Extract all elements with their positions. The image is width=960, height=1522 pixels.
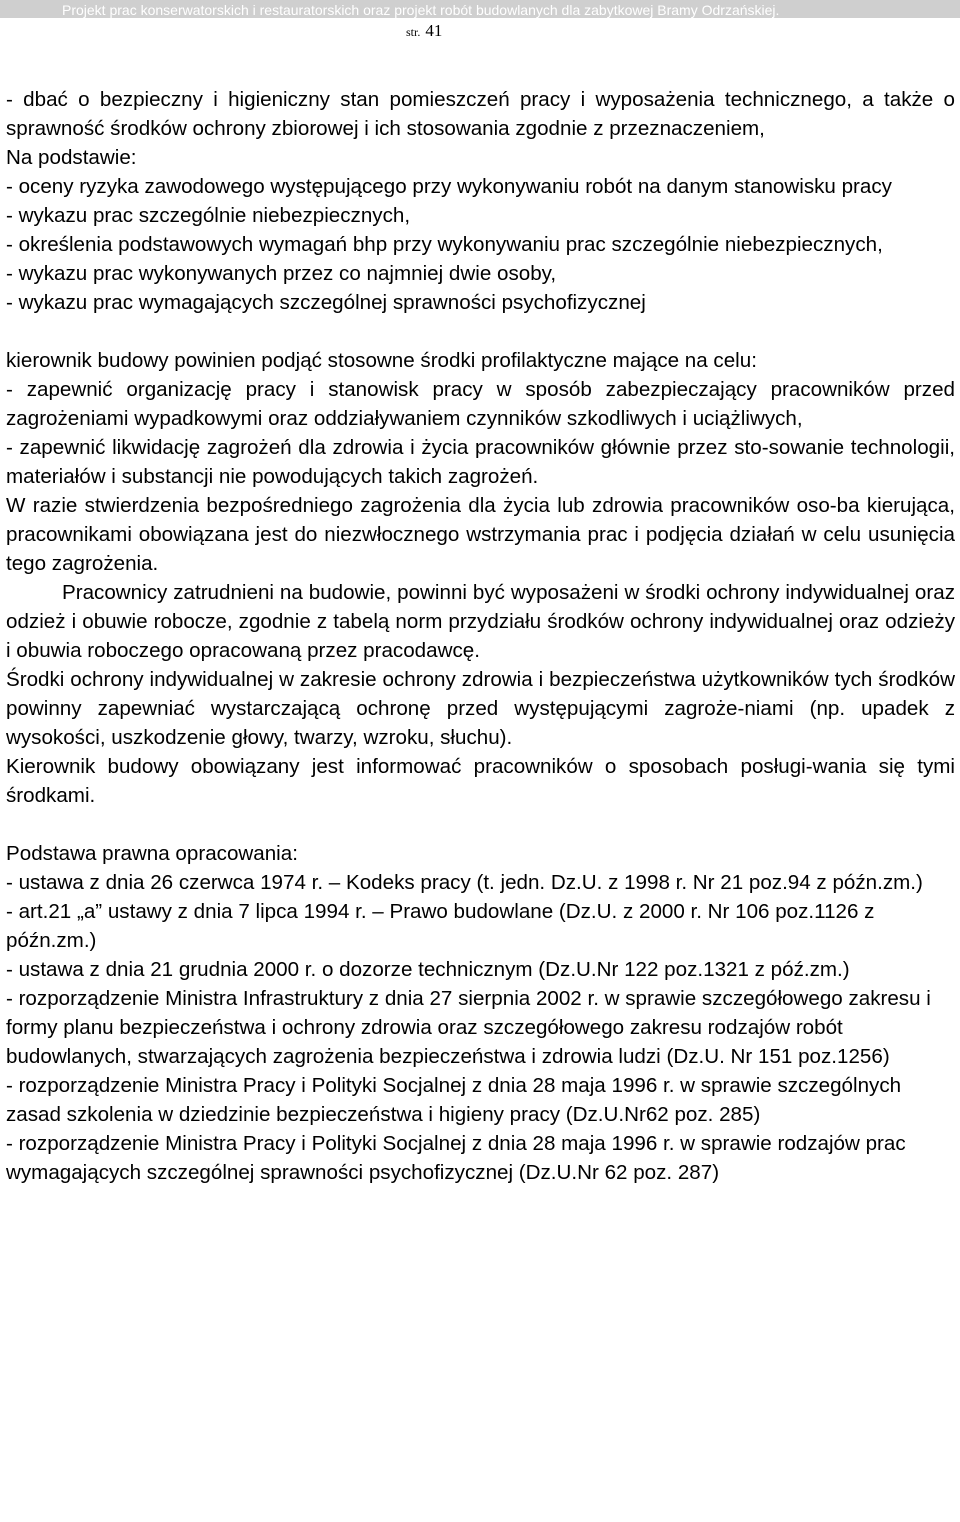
danger-paragraph: W razie stwierdzenia bezpośredniego zagrożenia dla życia lub zdrowia pracowników oso-ba kierująca, pracownikami obowiązana jest do niezwłocznego wstrzymania prac i podjęcia działań w celu usunięcia tego zagrożenia. (6, 494, 955, 575)
list-item: - zapewnić organizację pracy i stanowisk pracy w sposób zabezpieczający pracowników przed zagrożeniami wypadkowymi oraz oddziaływaniem czynników szkodliwych i uciążliwych, (6, 378, 955, 430)
basis-heading: Na podstawie: (6, 146, 137, 169)
list-item: - rozporządzenie Ministra Pracy i Polityki Socjalnej z dnia 28 maja 1996 r. w sprawie rodzajów prac wymagających szczególnej sprawności psychofizycznej (Dz.U.Nr 62 poz. 287) (6, 1132, 906, 1184)
legal-heading: Podstawa prawna opracowania: (6, 842, 298, 865)
list-item: - ustawa z dnia 26 czerwca 1974 r. – Kodeks pracy (t. jedn. Dz.U. z 1998 r. Nr 21 poz.94 z późn.zm.) (6, 871, 923, 894)
list-item: - rozporządzenie Ministra Pracy i Polityki Socjalnej z dnia 28 maja 1996 r. w sprawie szczególnych zasad szkolenia w dziedzinie bezpieczeństwa i higieny pracy (Dz.U.Nr62 poz. 285) (6, 1074, 902, 1126)
page-number (406, 21, 442, 42)
spacer (6, 810, 955, 839)
list-item: - oceny ryzyka zawodowego występującego przy wykonywaniu robót na danym stanowisku pracy (6, 175, 892, 198)
list-item: - wykazu prac wykonywanych przez co najmniej dwie osoby, (6, 262, 557, 285)
manager-intro: kierownik budowy powinien podjąć stosowne środki profilaktyczne mające na celu: (6, 349, 757, 372)
list-item: - wykazu prac wymagających szczególnej sprawności psychofizycznej (6, 291, 646, 314)
ppe-paragraph: Środki ochrony indywidualnej w zakresie ochrony zdrowia i bezpieczeństwa użytkowników tych środków powinny zapewniać wystarczającą ochronę przed występującymi zagroże-niami (np. upadek z wysokości, uszkodzenie głowy, twarzy, wzroku, słuchu). (6, 668, 955, 749)
document-body (6, 85, 955, 1187)
list-item: - wykazu prac szczególnie niebezpiecznych, (6, 204, 411, 227)
page-number-label: str. (406, 25, 421, 39)
spacer (6, 317, 955, 346)
list-item: - dbać o bezpieczny i higieniczny stan pomieszczeń pracy i wyposażenia technicznego, a także o sprawność środków ochrony zbiorowej i ich stosowania zgodnie z przeznaczeniem, (6, 88, 955, 140)
list-item: - określenia podstawowych wymagań bhp przy wykonywaniu prac szczególnie niebezpiecznych, (6, 233, 883, 256)
page-number-value: 41 (425, 21, 443, 40)
inform-paragraph: Kierownik budowy obowiązany jest informować pracowników o sposobach posługi-wania się tymi środkami. (6, 755, 955, 807)
list-item: - rozporządzenie Ministra Infrastruktury z dnia 27 sierpnia 2002 r. w sprawie szczegółowego zakresu i formy planu bezpieczeństwa i ochrony zdrowia oraz szczegółowego zakresu rodzajów robót budowlanych, stwarzających zagrożenia bezpieczeństwa i zdrowia ludzi (Dz.U. Nr 151 poz.1256) (6, 987, 931, 1068)
list-item: - ustawa z dnia 21 grudnia 2000 r. o dozorze technicznym (Dz.U.Nr 122 poz.1321 z póź.zm.) (6, 958, 850, 981)
running-header (0, 0, 960, 18)
list-item: - zapewnić likwidację zagrożeń dla zdrowia i życia pracowników głównie przez sto-sowanie technologii, materiałów i substancji nie powodujących takich zagrożeń. (6, 436, 955, 488)
document-title: Projekt prac konserwatorskich i restauratorskich oraz projekt robót budowlanych dla zabytkowej Bramy Odrzańskiej. (62, 2, 780, 18)
workers-paragraph: Pracownicy zatrudnieni na budowie, powinni być wyposażeni w środki ochrony indywidualnej oraz odzież i obuwie robocze, zgodnie z tabelą norm przydziału środków ochrony indywidualnej oraz odzieży i obuwia roboczego opracowaną przez pracodawcę. (6, 581, 955, 662)
list-item: - art.21 „a” ustawy z dnia 7 lipca 1994 r. – Prawo budowlane (Dz.U. z 2000 r. Nr 106 poz.1126 z późn.zm.) (6, 900, 875, 952)
